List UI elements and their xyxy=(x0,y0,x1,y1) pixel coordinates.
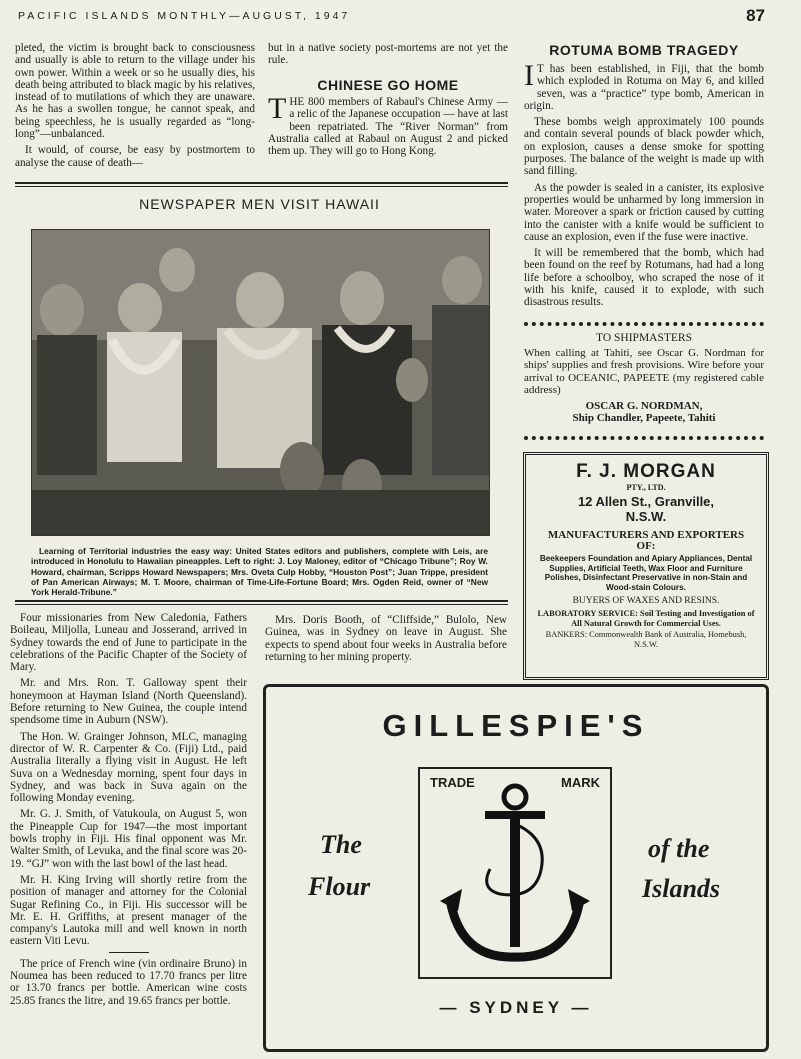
paragraph: Mrs. Doris Booth, of “Cliffside,” Bulolo, New Guinea, was in Sydney on leave in August. She expects to spend about four weeks in Australia before returning to her mining property. xyxy=(265,614,507,663)
dotted-divider xyxy=(524,436,764,440)
paragraph: It would, of course, be easy by postmortem to analyse the cause of death— xyxy=(15,144,255,169)
personal-notes-2 xyxy=(265,614,507,667)
bankers: BANKERS: Commonwealth Bank of Australia, Homebush, N.S.W. xyxy=(545,630,747,649)
lab-service: LABORATORY SERVICE: Soil Testing and Investigation of All Natural Growth for Commercial Uses. xyxy=(537,609,755,628)
company-name: F. J. MORGAN xyxy=(576,461,716,482)
city-line: — SYDNEY — xyxy=(439,998,593,1017)
products-list: Beekeepers Foundation and Apiary Appliances, Dental Supplies, Artificial Teeth, Wax Floor and Furniture Polishes, Disinfectant Preservative in non-Stain and Wood-stain Colours. xyxy=(539,554,753,592)
manufacturers-heading: MANUFACTURERS AND EXPORTERS OF: xyxy=(547,529,745,552)
photo-caption: Learning of Territorial industries the easy way: United States editors and publishers, complete with Leis, are introduced in Honolulu to Hawaiian pineapples. Left to right: J. Loy Maloney, editor of “Chicago Tribune”; Roy W. Howard, chairman, Scripps Howard Newspapers; Mrs. Oveta Culp Hobby, “Houston Post”; Juan Trippe, president of Pan American Airways; M. T. Moore, chairman of Time-Life-Fortune Board; Mrs. Ogden Reid, owner of “New York Herald-Tribune.” xyxy=(31,546,488,598)
photo-illustration xyxy=(32,230,489,535)
address-line: 12 Allen St., Granville, xyxy=(577,494,715,509)
paragraph: Four missionaries from New Caledonia, Fathers Boileau, Miljolla, Luneau and Josserand, arrived in Sydney towards the end of June to participate in the celebrations of the Pacific Chapter of the Society of Mary. xyxy=(10,612,247,674)
paragraph: The Hon. W. Grainger Johnson, MLC, managing director of W. R. Carpenter & Co. (Fiji) Ltd., paid Australia literally a flying visit in August. He left Suva on a Wednesday morning, spent four days in Sydney, and was back in Suva again on the following Monday evening. xyxy=(10,730,247,805)
tagline-right-2: Islands xyxy=(642,874,721,903)
shipmasters-heading: TO SHIPMASTERS xyxy=(596,332,692,344)
page-number: 87 xyxy=(746,6,765,25)
morgan-ad xyxy=(523,452,769,680)
shipmasters-ad xyxy=(524,347,764,425)
tagline-left-1: The xyxy=(320,830,362,859)
dotted-divider xyxy=(524,322,764,326)
paragraph: T has been established, in Fiji, that the bomb which exploded in Rotuma on May 6, and killed seven, was a “practice” type bomb, American in origin. xyxy=(524,63,764,112)
tagline-right-1: of the xyxy=(648,834,710,863)
paragraph: It will be remembered that the bomb, which had been found on the reef by Rotumans, had had a long life before a schoolboy, who scraped the nose of it with his knife, caused it to explode, with such disastrous results. xyxy=(524,247,764,309)
short-rule xyxy=(109,952,149,953)
address-line: N.S.W. xyxy=(625,509,667,524)
advertiser-name: OSCAR G. NORDMAN, xyxy=(585,400,703,413)
drop-cap: I xyxy=(524,59,534,92)
anchor-icon xyxy=(440,779,590,974)
running-header: PACIFIC ISLANDS MONTHLY—AUGUST, 1947 xyxy=(18,10,351,22)
paragraph: pleted, the victim is brought back to consciousness and usually is able to return to the village under his own power. Within a week or so he usually dies, his death being attributed to black magic by his relatives, instead of to mutilations of which they are unaware. As he has a swollen tongue, he cannot speak, and being speechless, he is usually regarded as “long-long”—unbalanced. xyxy=(15,42,255,141)
divider xyxy=(15,182,508,187)
group-photo xyxy=(31,229,490,536)
trademark-box xyxy=(418,767,612,979)
article-continuation-2 xyxy=(268,42,508,71)
paragraph: but in a native society post-mortems are not yet the rule. xyxy=(268,42,508,67)
paragraph: Mr. and Mrs. Ron. T. Galloway spent their honeymoon at Hayman Island (North Queensland). Before returning to New Guinea, the couple intend spendsome time in Auburn (NSW). xyxy=(10,677,247,727)
mark-label: MARK xyxy=(561,775,600,790)
paragraph: As the powder is sealed in a canister, its explosive properties would be unharmed by long immersion in water. Moreover a spark or friction caused by cutting into the canister with a knife would be sufficient to cause an explosion, even if the fuse were inactive. xyxy=(524,181,764,243)
paragraph: Mr. G. J. Smith, of Vatukoula, on August 5, won the Pineapple Cup for 1947—the most important bowls trophy in Fiji. His final opponent was Mr. Walter Smith, of Levuka, and the final score was 20-19. “GJ” won with the last bowl of the last head. xyxy=(10,808,247,870)
paragraph: When calling at Tahiti, see Oscar G. Nordman for ships' supplies and fresh provisions. Wire before your arrival to OCEANIC, PAPEETE (my registered cable address) xyxy=(524,347,764,396)
advertiser-title: Ship Chandler, Papeete, Tahiti xyxy=(572,412,716,425)
chinese-article xyxy=(268,92,508,158)
photo-heading: NEWSPAPER MEN VISIT HAWAII xyxy=(139,196,380,212)
company-suffix: PTY., LTD. xyxy=(626,483,666,492)
rotuma-heading: ROTUMA BOMB TRAGEDY xyxy=(549,42,739,58)
paragraph: The price of French wine (vin ordinaire Bruno) in Noumea has been reduced to 17.70 francs per litre or 13.70 francs per bottle. American wine costs 25.85 francs the litre, and 19.65 francs per bottle. xyxy=(10,957,247,1007)
divider xyxy=(15,600,508,605)
paragraph: Mr. H. King Irving will shortly retire from the position of manager and attorney for the Colonial Sugar Refining Co., in Fiji. His successor will be Mr. E. H. Griffiths, at present manager of the company's Lautoka mill and well known in north eastern Viti Levu. xyxy=(10,873,247,948)
buyers-line: BUYERS OF WAXES AND RESINS. xyxy=(572,596,720,606)
brand-name: GILLESPIE'S xyxy=(382,708,650,743)
tagline-left-2: Flour xyxy=(308,872,371,901)
drop-cap: T xyxy=(268,92,287,125)
personal-notes xyxy=(10,612,247,1011)
chinese-heading: CHINESE GO HOME xyxy=(317,77,459,93)
paragraph: HE 800 members of Rabaul's Chinese Army — a relic of the Japanese occupation — have at last been repatriated. The “River Norman” from Australia called at Rabaul on August 2 and picked them up. They will go to Hong Kong. xyxy=(268,96,508,158)
paragraph: These bombs weigh approximately 100 pounds and contain several pounds of black powder which, on explosion, causes a dense smoke for spotting purposes. The balance of the weight is made up with sand filling. xyxy=(524,116,764,178)
article-continuation xyxy=(15,42,255,173)
rotuma-article xyxy=(524,59,764,313)
trade-label: TRADE xyxy=(430,775,475,790)
